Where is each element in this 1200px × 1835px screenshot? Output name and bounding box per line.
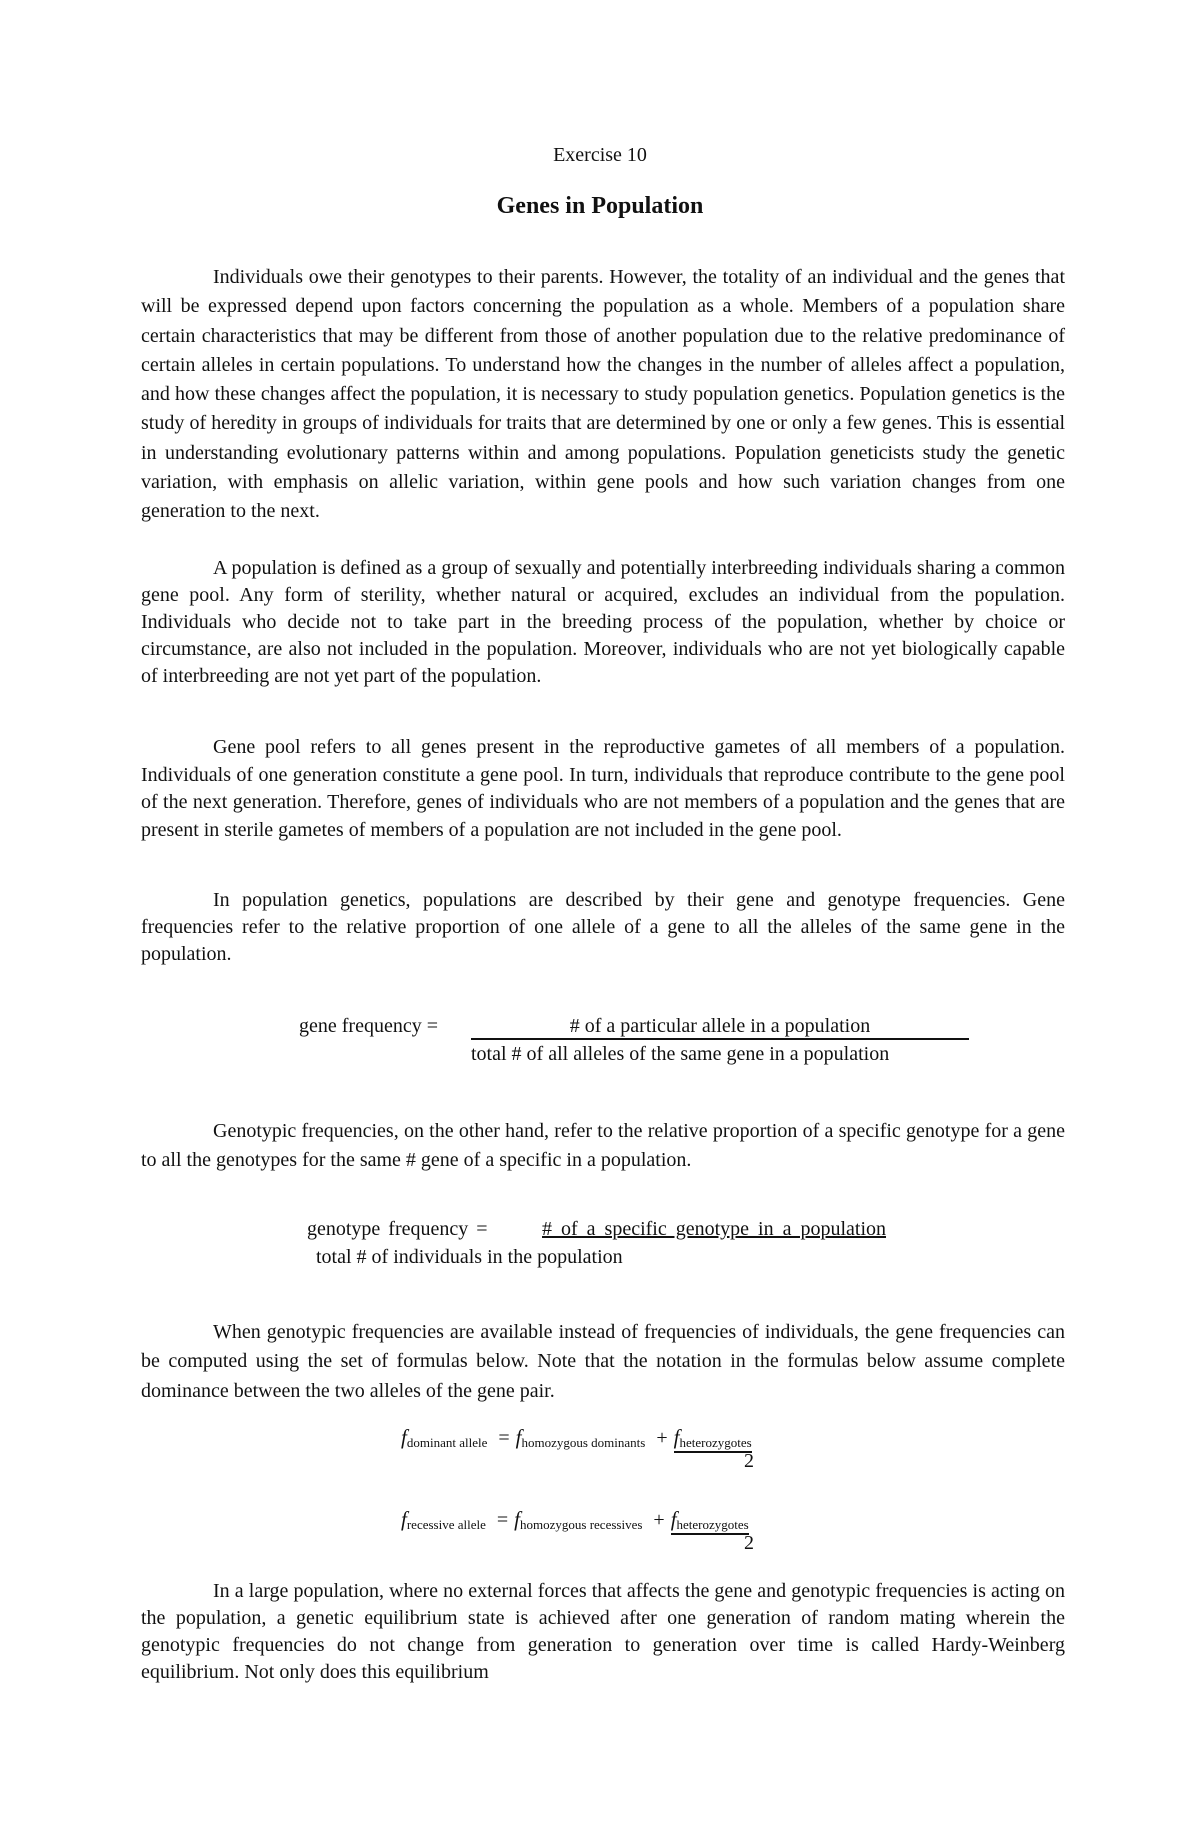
f-symbol: f bbox=[670, 1507, 677, 1531]
paragraph-population-definition: A population is defined as a group of sexually and potentially interbreeding individuals sharing a common gene pool. Any form of sterility, whether natural or acquired, excludes an individual from the population. Individuals who decide not to take part in the breeding process of the population, whether by choice or circumstance, are also not included in the population. Moreover, individuals who are not yet biologically capable of interbreeding are not yet part of the population. bbox=[141, 557, 1065, 687]
paragraph-hardy-weinberg: In a large population, where no external forces that affects the gene and genotypic frequencies is acting on the population, a genetic equilibrium state is achieved after one generation of random mating wherein the genotypic frequencies do not change from generation to generation over time is called Hardy-Weinberg equilibrium. Not only does this equilibrium bbox=[141, 1580, 1065, 1683]
f-symbol: f bbox=[673, 1425, 680, 1449]
dominant-allele-subscript: dominant allele bbox=[406, 1435, 488, 1450]
plus-sign: + bbox=[656, 1427, 668, 1449]
equals-sign: = bbox=[496, 1509, 509, 1531]
f-symbol: f bbox=[514, 1507, 521, 1531]
exercise-number: Exercise 10 bbox=[553, 144, 647, 166]
gene-frequency-denominator: total # of all alleles of the same gene in a population bbox=[471, 1043, 890, 1065]
paragraph-intro: Individuals owe their genotypes to their parents. However, the totality of an individual and the genes that will be expressed depend upon factors concerning the population as a whole. Members of a population share certain characteristics that may be different from those of another population due to the relative predominance of certain alleles in certain populations. To understand how the changes in the number of alleles affect a population, and how these changes affect the population, it is necessary to study population genetics. Population genetics is the study of heredity in groups of individuals for traits that are determined by one or only a few genes. This is essential in understanding evolutionary patterns within and among populations. Population geneticists study the genetic variation, with emphasis on allelic variation, within gene pools and how such variation changes from one generation to the next. bbox=[141, 266, 1065, 523]
homozygous-dominants-subscript: homozygous dominants bbox=[521, 1435, 646, 1450]
page-title: Genes in Population bbox=[496, 193, 704, 219]
paragraph-gene-frequencies: In population genetics, populations are described by their gene and genotype frequencies. Gene frequencies refer to the relative proportion of one allele of a gene to all the alleles of the same gene in the population. bbox=[141, 889, 1065, 965]
recessive-fraction-numerator bbox=[671, 1509, 749, 1535]
recessive-formula-line bbox=[401, 1506, 749, 1538]
paragraph-gene-pool: Gene pool refers to all genes present in the reproductive gametes of all members of a population. Individuals of one generation constitute a gene pool. In turn, individuals that reproduce contribute to the gene pool of the next generation. Therefore, genes of individuals who are not members of a population and the genes that are present in sterile gametes of members of a population are not included in the gene pool. bbox=[141, 736, 1065, 841]
dominant-formula-line bbox=[401, 1424, 752, 1456]
paragraph-formulas-intro: When genotypic frequencies are available instead of frequencies of individuals, the gene frequencies can be computed using the set of formulas below. Note that the notation in the formulas below assume complete dominance between the two alleles of the gene pair. bbox=[141, 1321, 1065, 1402]
recessive-allele-subscript: recessive allele bbox=[406, 1517, 486, 1532]
heterozygotes-subscript: heterozygotes bbox=[676, 1517, 749, 1532]
homozygous-recessives-subscript: homozygous recessives bbox=[520, 1517, 643, 1532]
f-symbol: f bbox=[401, 1507, 407, 1531]
f-symbol: f bbox=[515, 1425, 522, 1449]
f-symbol: f bbox=[401, 1425, 407, 1449]
recessive-divisor: 2 bbox=[744, 1532, 754, 1554]
genotype-frequency-label: genotype frequency = bbox=[307, 1218, 488, 1240]
equals-sign: = bbox=[498, 1427, 510, 1449]
dominant-fraction-numerator bbox=[674, 1427, 752, 1453]
gene-frequency-label: gene frequency = bbox=[299, 1015, 438, 1037]
genotype-frequency-denominator: total # of individuals in the population bbox=[316, 1246, 623, 1268]
genotype-frequency-numerator: # of a specific genotype in a population bbox=[542, 1218, 887, 1240]
plus-sign: + bbox=[653, 1509, 665, 1531]
dominant-divisor: 2 bbox=[744, 1450, 754, 1472]
gene-frequency-numerator: # of a particular allele in a population bbox=[569, 1015, 871, 1037]
paragraph-genotypic-frequencies: Genotypic frequencies, on the other hand, refer to the relative proportion of a specific genotype for a gene to all the genotypes for the same # gene of a specific in a population. bbox=[141, 1120, 1065, 1172]
heterozygotes-subscript: heterozygotes bbox=[679, 1435, 752, 1450]
